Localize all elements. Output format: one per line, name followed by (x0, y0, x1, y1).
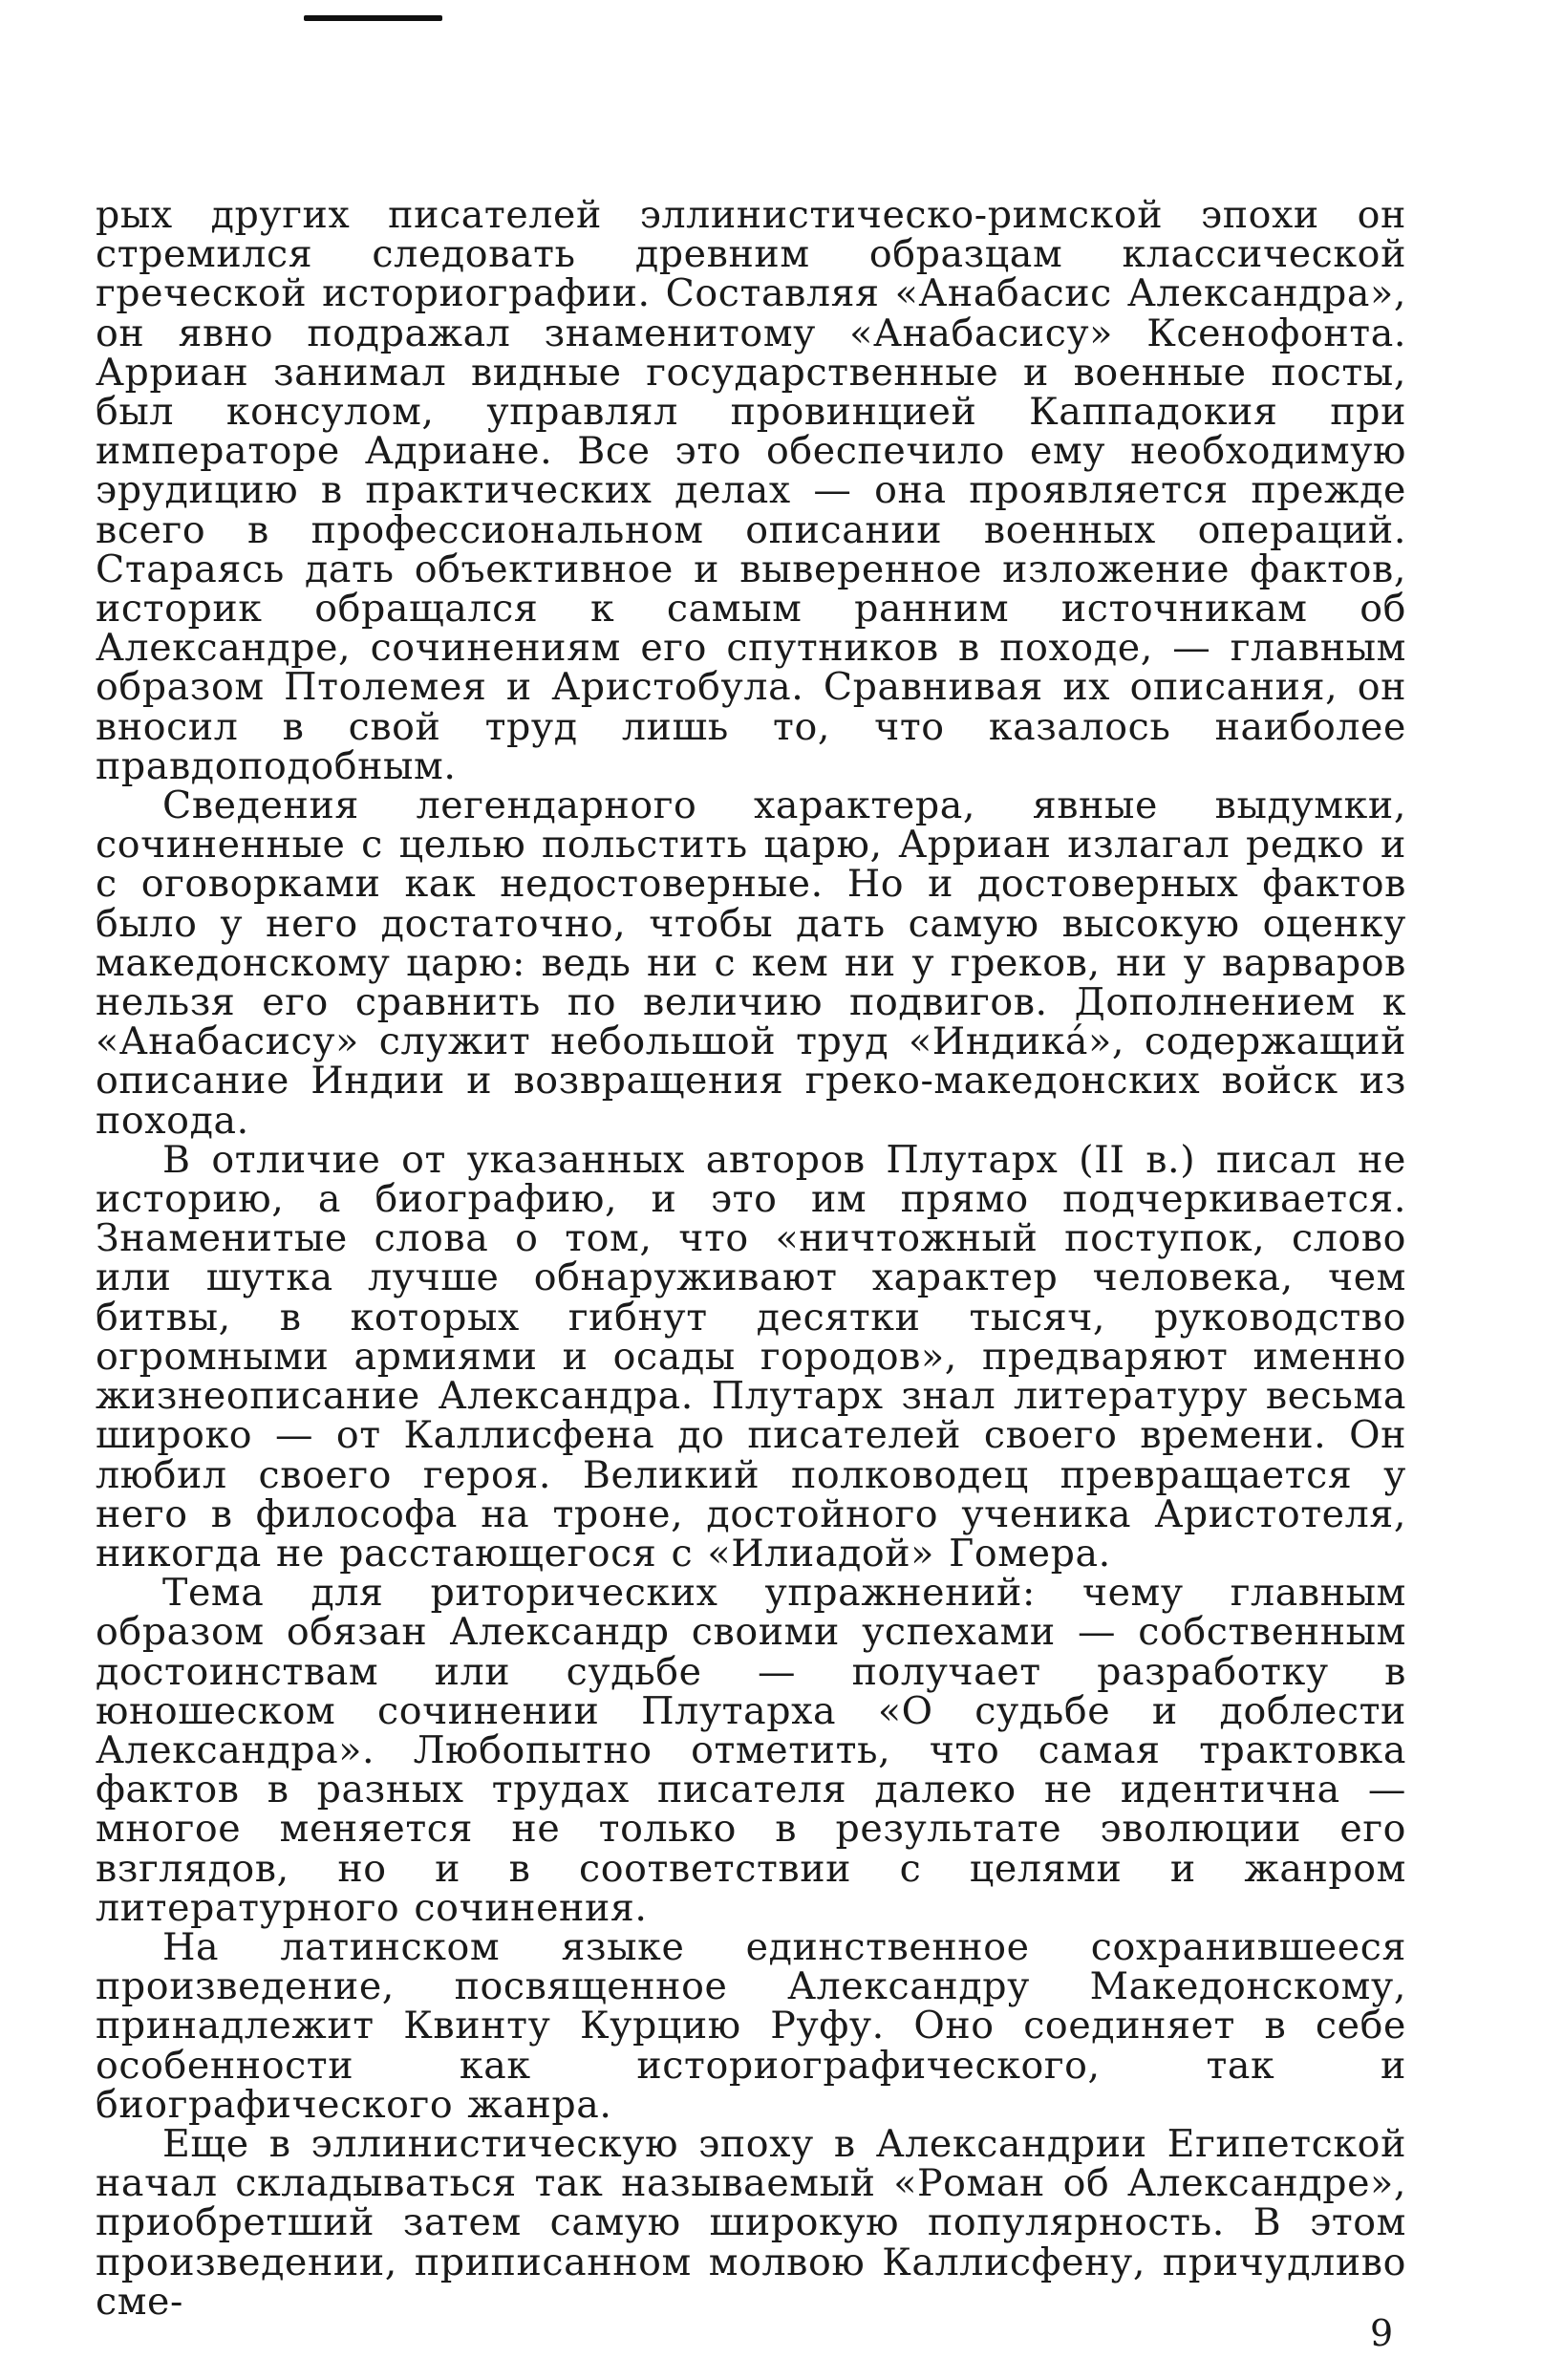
paragraph-2: Сведения легендарного характера, явные выдумки, сочиненные с целью польстить царю, Арриан излагал редко и с оговорками как недостоверные. Но и достоверных фактов было у него достаточно, чтобы дать самую высокую оценку македонскому царю: ведь ни с кем ни у греков, ни у варваров нельзя его сравнить по величию подвигов. Дополнением к «Анабасису» служит небольшой труд «Индика́», содержащий описание Индии и возвращения греко-македонских войск из похода. (96, 783, 1406, 1143)
paragraph-5: На латинском языке единственное сохранившееся произведение, посвященное Александру Македонскому, принадлежит Квинту Курцию Руфу. Оно соединяет в себе особенности как историографического, так и биографического жанра. (96, 1924, 1406, 2127)
paragraph-1: рых других писателей эллинистическо-римской эпохи он стремился следовать древним образцам классической греческой историографии. Составляя «Анабасис Александра», он явно подражал знаменитому «Анабасису» Ксенофонта. Арриан занимал видные государственные и военные посты, был консулом, управлял провинцией Каппадокия при императоре Адриане. Все это обеспечило ему необходимую эрудицию в практических делах — она проявляется прежде всего в профессиональном описании военных операций. Стараясь дать объективное и выверенное изложение фактов, историк обращался к самым ранним источникам об Александре, сочинениям его спутников в походе, — главным образом Птолемея и Аристобула. Сравнивая их описания, он вносил в свой труд лишь то, что казалось наиболее правдоподобным. (96, 193, 1406, 788)
page-number: 9 (1370, 2312, 1394, 2354)
paragraph-3: В отличие от указанных авторов Плутарх (II в.) писал не историю, а биографию, и это им прямо подчеркивается. Знаменитые слова о том, что «ничтожный поступок, слово или шутка лучше обнаруживают характер человека, чем битвы, в которых гибнут десятки тысяч, руководство огромными армиями и осады городов», предваряют именно жизнеописание Александра. Плутарх знал литературу весьма широко — от Каллисфена до писателей своего времени. Он любил своего героя. Великий полководец превращается у него в философа на троне, достойного ученика Аристотеля, никогда не расстающегося с «Илиадой» Гомера. (96, 1137, 1406, 1576)
top-rule (304, 15, 442, 21)
text-column (96, 193, 1406, 2324)
paragraph-4: Тема для риторических упражнений: чему главным образом обязан Александр своими успехами — собственным достоинствам или судьбе — получает разработку в юношеском сочинении Плутарха «О судьбе и доблести Александра». Любопытно отметить, что самая трактовка фактов в разных трудах писателя далеко не идентична — многое меняется не только в результате эволюции его взглядов, но и в соответствии с целями и жанром литературного сочинения. (96, 1571, 1406, 1930)
paragraph-6: Еще в эллинистическую эпоху в Александрии Египетской начал складываться так называемый «Роман об Александре», приобретший затем самую широкую популярность. В этом произведении, приписанном молвою Каллисфену, причудливо сме- (96, 2121, 1406, 2324)
